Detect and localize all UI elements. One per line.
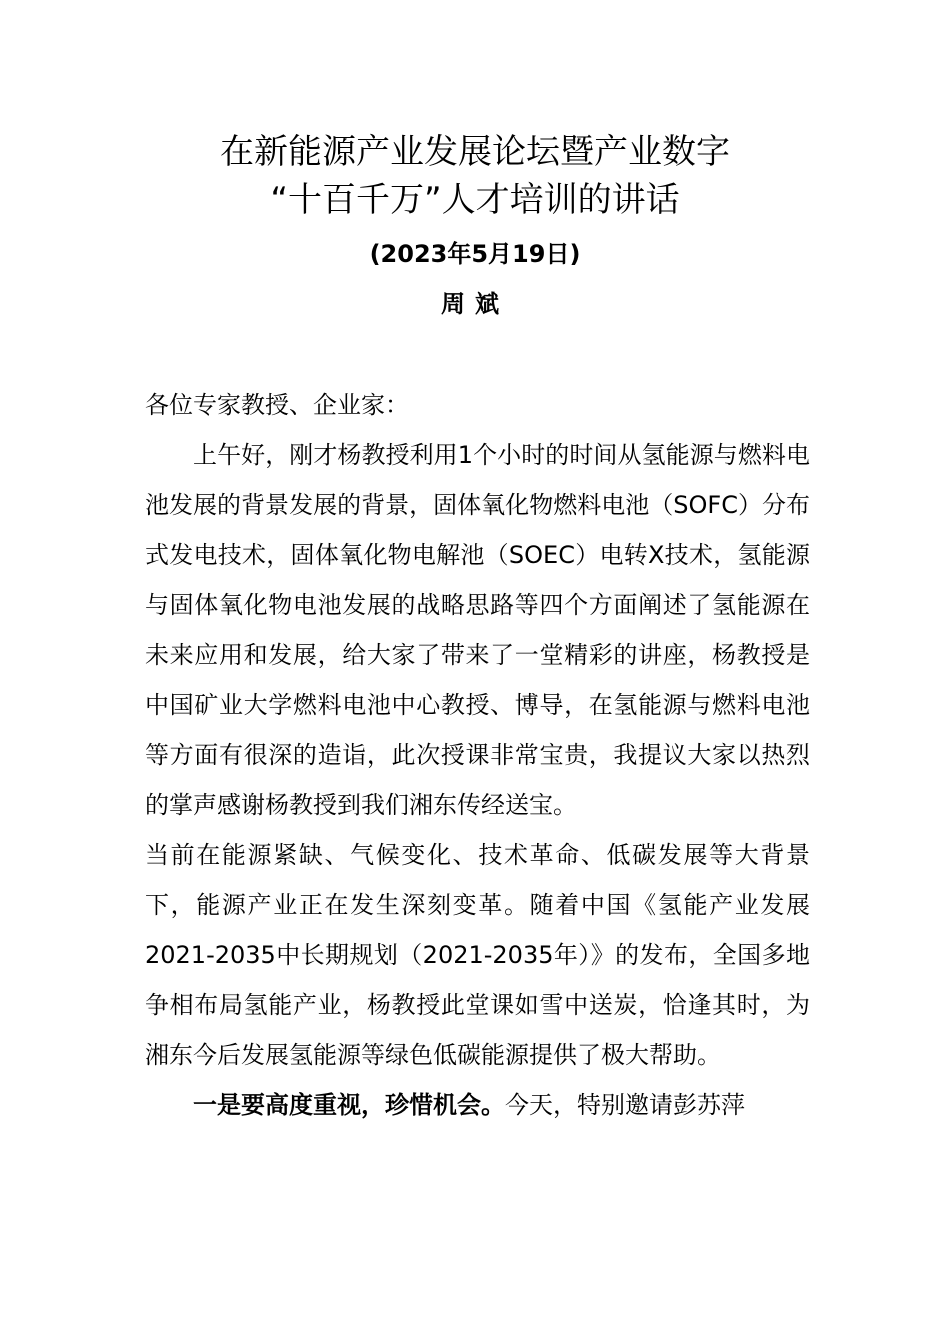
author-name: 周斌: [441, 290, 509, 318]
body-paragraph-1: 上午好，刚才杨教授利用1个小时的时间从氢能源与燃料电池发展的背景发展的背景，固体氧化物燃料电池（SOFC）分布式发电技术，固体氧化物电解池（SOEC）电转X技术，氢能源与固体氧化物电池发展的战略思路等四个方面阐述了氢能源在未来应用和发展，给大家了带来了一堂精彩的讲座，杨教授是中国矿业大学燃料电池中心教授、博导，在氢能源与燃料电池等方面有很深的造诣，此次授课非常宝贵，我提议大家以热烈的掌声感谢杨教授到我们湘东传经送宝。: [145, 441, 810, 819]
body-paragraph-3-text: 今天，特别邀请彭苏萍: [505, 1091, 745, 1119]
document-title-line-2: “十百千万”人才培训的讲话: [270, 180, 680, 220]
salutation: 各位专家教授、企业家：: [145, 391, 409, 419]
speech-date: (2023年5月19日): [369, 240, 581, 268]
document-body: [145, 380, 810, 1130]
title-block: [0, 128, 950, 324]
document-title-line-1: 在新能源产业发展论坛暨产业数字: [220, 132, 730, 172]
body-paragraph-3: [145, 1080, 810, 1130]
section-heading-inline: 一是要高度重视，珍惜机会。: [193, 1091, 505, 1119]
body-paragraph-2: 当前在能源紧缺、气候变化、技术革命、低碳发展等大背景下，能源产业正在发生深刻变革。随着中国《氢能产业发展2021-2035中长期规划（2021-2035年）》的发布，全国多地争相布局氢能产业，杨教授此堂课如雪中送炭，恰逢其时，为湘东今后发展氢能源等绿色低碳能源提供了极大帮助。: [145, 841, 810, 1069]
